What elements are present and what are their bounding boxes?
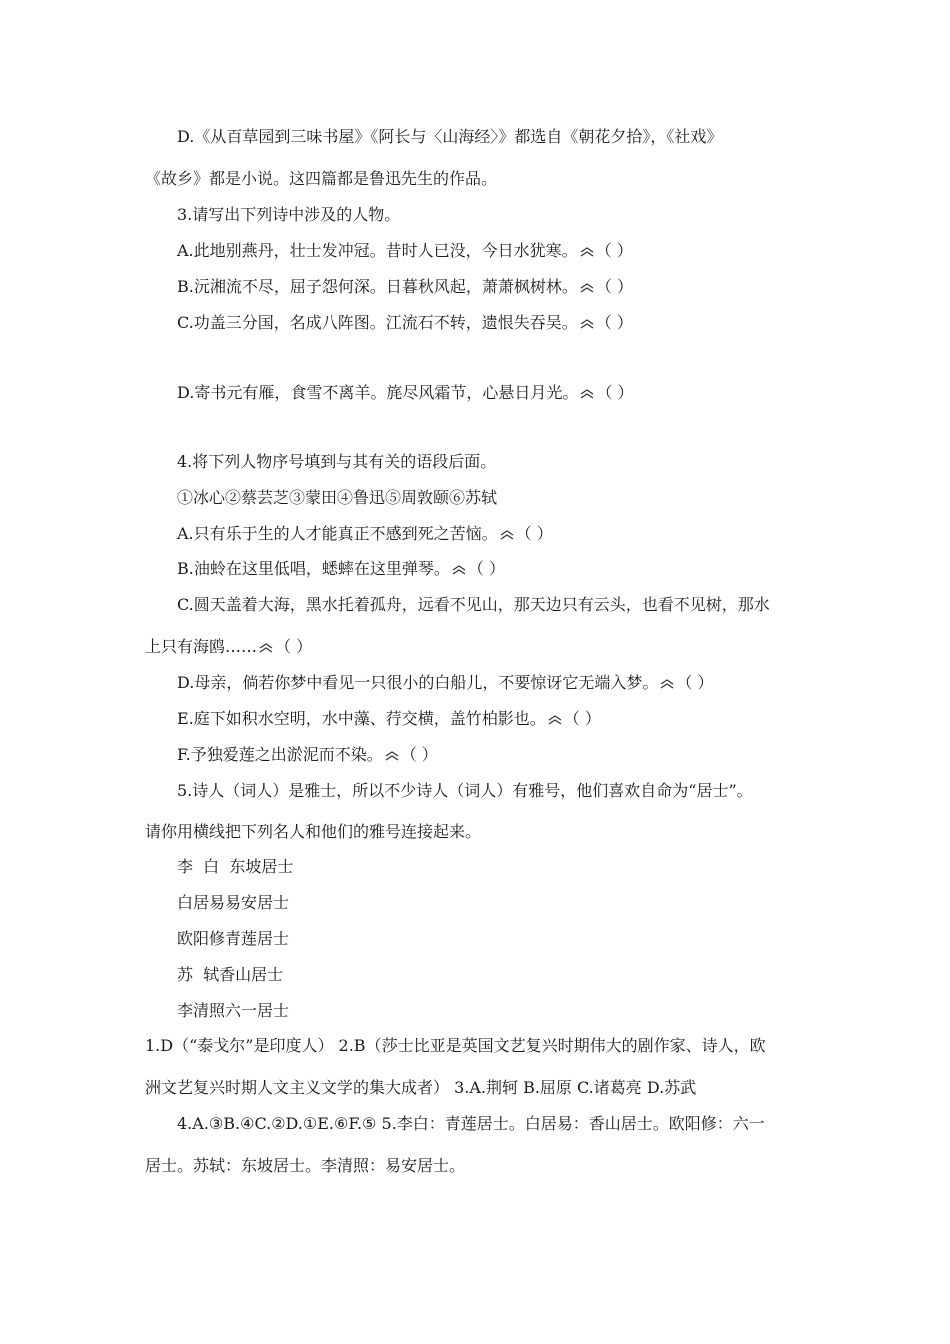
caret-icon xyxy=(259,643,273,653)
match-item: 李清照六一居士 xyxy=(177,1001,290,1020)
question-item: B.沅湘流不尽，屈子怨何深。日暮秋风起，萧萧枫树林。 （ ） xyxy=(177,277,633,296)
caret-icon xyxy=(580,247,594,257)
caret-icon xyxy=(580,283,594,293)
answer-blank: （ ） xyxy=(596,383,634,402)
text-line: 请你用横线把下列名人和他们的雅号连接起来。 xyxy=(145,822,482,841)
caret-icon xyxy=(452,565,466,575)
text-line: 《故乡》都是小说。这四篇都是鲁迅先生的作品。 xyxy=(145,169,498,188)
caret-icon xyxy=(580,389,594,399)
match-item: 白居易易安居士 xyxy=(177,893,290,912)
answer-key-line: 4.A.③B.④C.②D.①E.⑥F.⑤ 5.李白：青莲居士。白居易：香山居士。欧阳修：六一 xyxy=(177,1114,765,1133)
caret-icon xyxy=(548,715,562,725)
answer-key-line: 洲文艺复兴时期人文主义文学的集大成者） 3.A.荆轲 B.屈原 C.诸葛亮 D.苏武 xyxy=(145,1078,697,1097)
answer-blank: （ ） xyxy=(595,277,633,296)
answer-key-line: 居士。苏轼：东坡居士。李清照：易安居士。 xyxy=(145,1156,466,1175)
question-item: D.母亲，倘若你梦中看见一只很小的白船儿，不要惊讶它无端入梦。 （ ） xyxy=(177,673,714,692)
question-item: C.圆天盖着大海，黑水托着孤舟，远看不见山，那天边只有云头，也看不见树，那水 xyxy=(177,595,770,614)
caret-icon xyxy=(660,679,674,689)
question-item: A.此地别燕丹，壮士发冲冠。昔时人已没，今日水犹寒。 （ ） xyxy=(177,241,633,260)
answer-blank: （ ） xyxy=(676,673,714,692)
answer-blank: （ ） xyxy=(595,241,633,260)
text-line: D.《从百草园到三味书屋》《阿长与〈山海经〉》都选自《朝花夕拾》，《社戏》 xyxy=(177,127,723,146)
question-heading: 3.请写出下列诗中涉及的人物。 xyxy=(177,205,401,224)
answer-blank: （ ） xyxy=(563,709,601,728)
answer-blank: （ ） xyxy=(515,524,553,543)
match-item: 李 白 东坡居士 xyxy=(177,857,294,876)
question-item: C.功盖三分国，名成八阵图。江流石不转，遗恨失吞吴。 （ ） xyxy=(177,313,633,332)
match-item: 苏 轼香山居士 xyxy=(177,965,284,984)
caret-icon xyxy=(385,751,399,761)
answer-blank: （ ） xyxy=(400,745,438,764)
match-item: 欧阳修青莲居士 xyxy=(177,929,290,948)
text-line: ①冰心②蔡芸芝③蒙田④鲁迅⑤周敦颐⑥苏轼 xyxy=(177,488,498,507)
question-heading: 5.诗人（词人）是雅士，所以不少诗人（词人）有雅号，他们喜欢自命为“居士”。 xyxy=(177,781,753,800)
question-item: E.庭下如积水空明，水中藻、荇交横，盖竹柏影也。 （ ） xyxy=(177,709,601,728)
question-item: A.只有乐于生的人才能真正不感到死之苦恼。 （ ） xyxy=(177,524,553,543)
question-item: F.予独爱莲之出淤泥而不染。 （ ） xyxy=(177,745,438,764)
answer-key-line: 1.D（“泰戈尔”是印度人） 2.B（莎士比亚是英国文艺复兴时期伟大的剧作家、诗人，欧 xyxy=(145,1036,766,1055)
question-item: D.寄书元有雁，食雪不离羊。旄尽风霜节，心悬日月光。 （ ） xyxy=(177,383,634,402)
caret-icon xyxy=(580,319,594,329)
answer-blank: （ ） xyxy=(467,559,505,578)
answer-blank: （ ） xyxy=(595,313,633,332)
caret-icon xyxy=(500,530,514,540)
question-item: 上只有海鸥…… （ ） xyxy=(145,637,313,656)
question-heading: 4.将下列人物序号填到与其有关的语段后面。 xyxy=(177,452,497,471)
question-item: B.油蛉在这里低唱，蟋蟀在这里弹琴。 （ ） xyxy=(177,559,505,578)
answer-blank: （ ） xyxy=(275,637,313,656)
